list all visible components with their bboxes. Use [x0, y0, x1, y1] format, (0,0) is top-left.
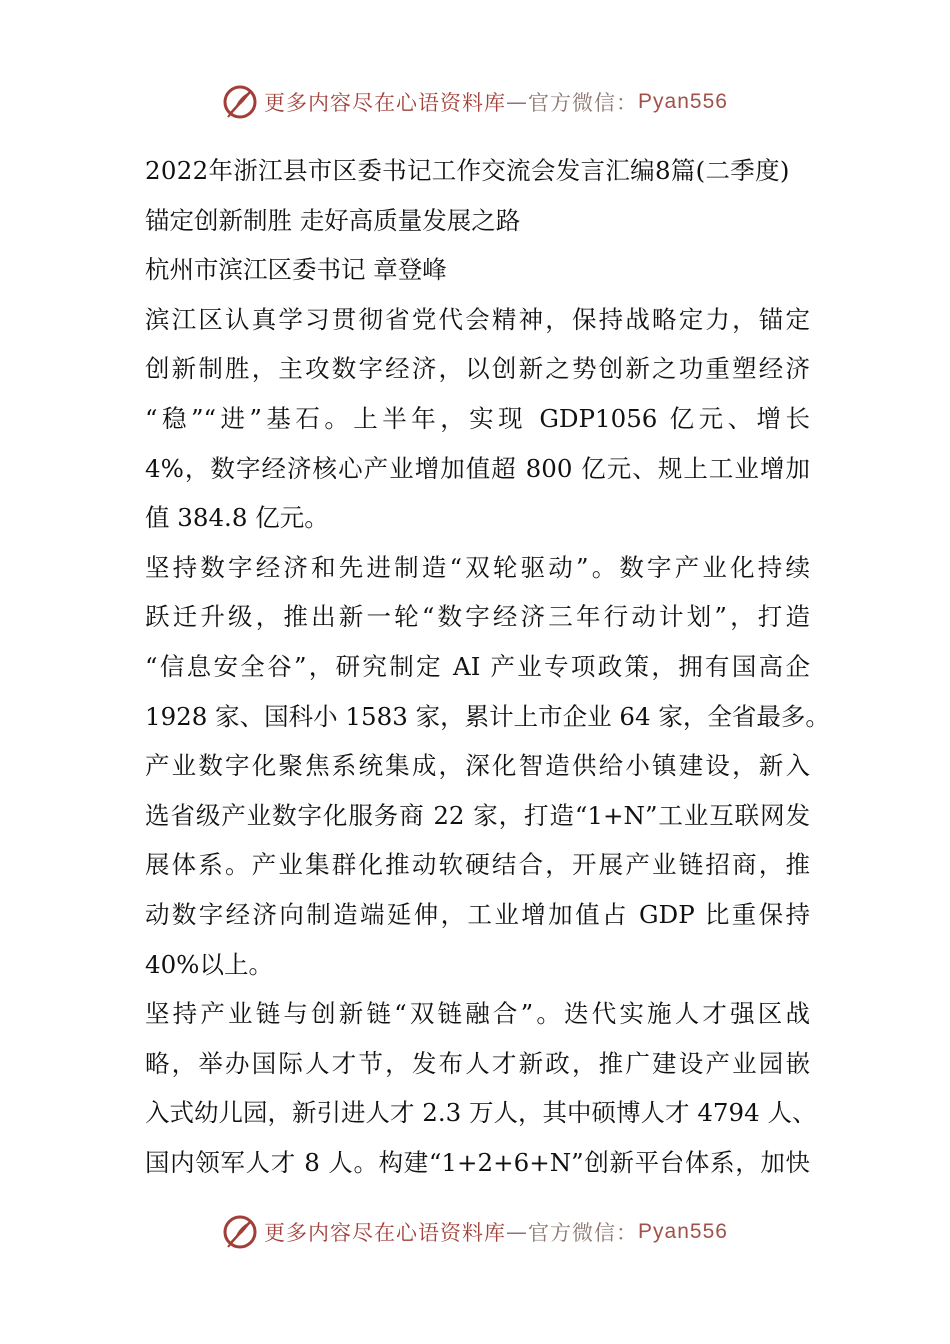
banner-slogan: 更多内容尽在心语资料库: [264, 91, 507, 115]
footer-banner: [0, 1212, 950, 1252]
document-body: [145, 146, 830, 1187]
paragraph-line: 展体系。产业集群化推动软硬结合，开展产业链招商，推: [145, 850, 810, 880]
paragraph-line: 略，举办国际人才节，发布人才新政，推广建设产业园嵌: [145, 1048, 810, 1078]
paragraph-line: 1928 家、国科小 1583 家，累计上市企业 64 家，全省最多。: [145, 701, 830, 731]
banner-official-label: 官方微信：: [528, 1221, 639, 1245]
paragraph-line: 国内领军人才 8 人。构建“1+2+6+N”创新平台体系，加快: [145, 1147, 810, 1177]
paragraph-line: 滨江区认真学习贯彻省党代会精神，保持战略定力，锚定: [145, 304, 810, 334]
paragraph-line: 坚持产业链与创新链“双链融合”。迭代实施人才强区战: [145, 999, 810, 1029]
header-banner: [0, 82, 950, 122]
banner-slogan: 更多内容尽在心语资料库: [264, 1221, 507, 1245]
paragraph-line: 选省级产业数字化服务商 22 家，打造“1+N”工业互联网发: [145, 800, 810, 830]
banner-wechat-id: Pyan556: [638, 90, 728, 113]
paragraph-2: [145, 543, 830, 989]
quill-logo-icon: [222, 84, 258, 120]
paragraph-line: “信息安全谷”，研究制定 AI 产业专项政策，拥有国高企: [145, 651, 810, 681]
document-author: 杭州市滨江区委书记 章登峰: [145, 255, 447, 285]
paragraph-3: [145, 989, 817, 1187]
paragraph-line: 跃迁升级，推出新一轮“数字经济三年行动计划”，打造: [145, 602, 810, 632]
paragraph-line: 坚持数字经济和先进制造“双轮驱动”。数字产业化持续: [145, 552, 810, 582]
banner-official-label: 官方微信：: [528, 91, 639, 115]
banner-separator: —: [506, 90, 529, 114]
document-subtitle: 锚定创新制胜 走好高质量发展之路: [145, 205, 521, 235]
paragraph-line: 入式幼儿园，新引进人才 2.3 万人，其中硕博人才 4794 人、: [145, 1098, 817, 1128]
banner-separator: —: [506, 1220, 529, 1244]
banner-wechat-id: Pyan556: [638, 1220, 728, 1243]
paragraph-line: 创新制胜，主攻数字经济，以创新之势创新之功重塑经济: [145, 354, 810, 384]
paragraph-line: 动数字经济向制造端延伸，工业增加值占 GDP 比重保持: [145, 899, 810, 929]
paragraph-line: “稳”“进”基石。上半年，实现 GDP1056 亿元、增长: [145, 403, 810, 433]
paragraph-line: 值 384.8 亿元。: [145, 503, 329, 533]
paragraph-line: 产业数字化聚焦系统集成，深化智造供给小镇建设，新入: [145, 751, 810, 781]
quill-logo-icon: [222, 1214, 258, 1250]
paragraph-line: 4%，数字经济核心产业增加值超 800 亿元、规上工业增加: [145, 453, 810, 483]
paragraph-line: 40%以上。: [145, 949, 273, 979]
document-title: 2022年浙江县市区委书记工作交流会发言汇编8篇(二季度): [145, 156, 790, 185]
paragraph-1: [145, 295, 810, 543]
